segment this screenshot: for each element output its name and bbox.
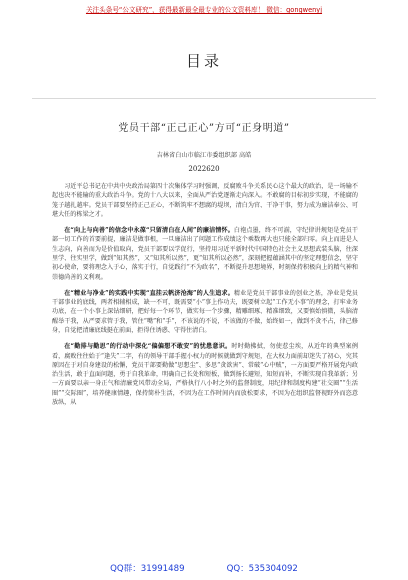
paragraph-lead: 在“向上与向善”的信念中永葆“只留清白在人间”的廉洁情怀。	[64, 227, 234, 235]
paragraph-text: 时时勤拂拭，勿使惹尘埃，从近年的典型案例看，腐败往往始于“逢失”二字，有的领导干部手握小权力的时候就做到守规矩，在大权力面前却迷失了初心，究其原因在于对自身建设的松懈，党员干部要勤做“思想尘”、多思“贪欲害”、常破“心中贼”，一方面要严格开展党内政治生活，敢于直面问题，勇于自我革命，明确自己长处和短板，做到扬长避短，知短而补，不断实现自我革新；另一方面要以亲一身正气和清廉党风带动全局，严格执行八小时之外的监督制度，用纪律和制度构建“社交圈”“生活圈”“交际圈”，培养健康情趣，保持简朴生活，不因为在工作时间内而放松要求，不因为在组织监督视野外而恣意放纵，从	[52, 343, 358, 406]
article-title: 党员干部“正己正心”方可“正身明道”	[118, 123, 290, 134]
article-byline: 吉林省白山市临江市委组织部 高皓	[156, 152, 252, 159]
paragraph-text: 白袍点墨，终不可湔，守纪律讲规矩是党员干部一切工作的首要前提，廉洁是做事根，一旦廉洁出了问题工作成绩这个乘数再大也只能全部归零。向上而进是人生志向，向善而为是价值取向，党员干部要以学促行，坚持用习近平新时代中国特色社会主义思想武装头脑，往深里学、往实里学，做到“知其然”，又“知其所以然”，更“知其所以必然”，深刻把握蕴涵其中的坚定理想信念，坚守初心使命，要将理念入于心，落实于行，自觉践行“不为政名”，不断提升思想境界，时刻保持积极向上的精气神和崇德尚善的义利观。	[52, 227, 358, 281]
article-date: 2022620	[188, 165, 220, 173]
paragraph-text: 精业是党员干部事业的创业之基，净业是党员干部事业的底线，两者相辅相成，缺一不可，既需要“小”事上作功夫，既要树立起“工作无小事”的理念，打牢业务功底，在一个小事上深钻细研，把好每一个环节，做实每一个步骤，精雕细琢、精准细致，又要慎始慎微，头脑清醒举干我，从严要求管于我，管住“嘴”和“手”，不该说的不说，不该做的不做，始终如一，做到不贪不占，律己修身，自觉把清廉底线挺在前面，拒得住诱惑、守得住清白。	[52, 289, 358, 334]
paragraph	[52, 342, 358, 407]
paragraph	[52, 289, 358, 335]
qq-number: QQ：535304092	[226, 564, 298, 574]
paragraph-text: 习近平总书记在中共中央政治局第四十次集体学习时强调，反腐败斗争关系民心这个最大的政治，是一场输不起也决不能输的重大政治斗争。党的十八大以来，全面从严治党逐渐走向深入。不敢腐的目标初步实现，不能腐的笼子越扎越牢。党员干部要坚持正己正心，不断筑牢不想腐的堤坝，清白为官、干净干事，努力成为廉洁奉公、可堪大任的栋梁之才。	[52, 183, 358, 218]
qq-group: QQ群：31991489	[110, 564, 185, 574]
paragraph-lead: 在“精业与净业”的实践中实现“直挂云帆济沧海”的人生追求。	[64, 289, 234, 297]
toc-heading: 目录	[185, 52, 222, 70]
paragraph	[52, 226, 358, 282]
contact-footer	[0, 562, 408, 574]
paragraph-lead: 在“勤排与勤思”的行动中深化“偏偏想不敢安”的忧患意识。	[64, 343, 232, 351]
divider	[32, 98, 376, 99]
promo-banner[interactable]: 关注头条号“公文研究”，获得最新最全最专业的公文资料库！ 微信：gongwenyj	[85, 6, 323, 14]
paragraph	[52, 182, 358, 219]
article-body	[52, 182, 358, 407]
